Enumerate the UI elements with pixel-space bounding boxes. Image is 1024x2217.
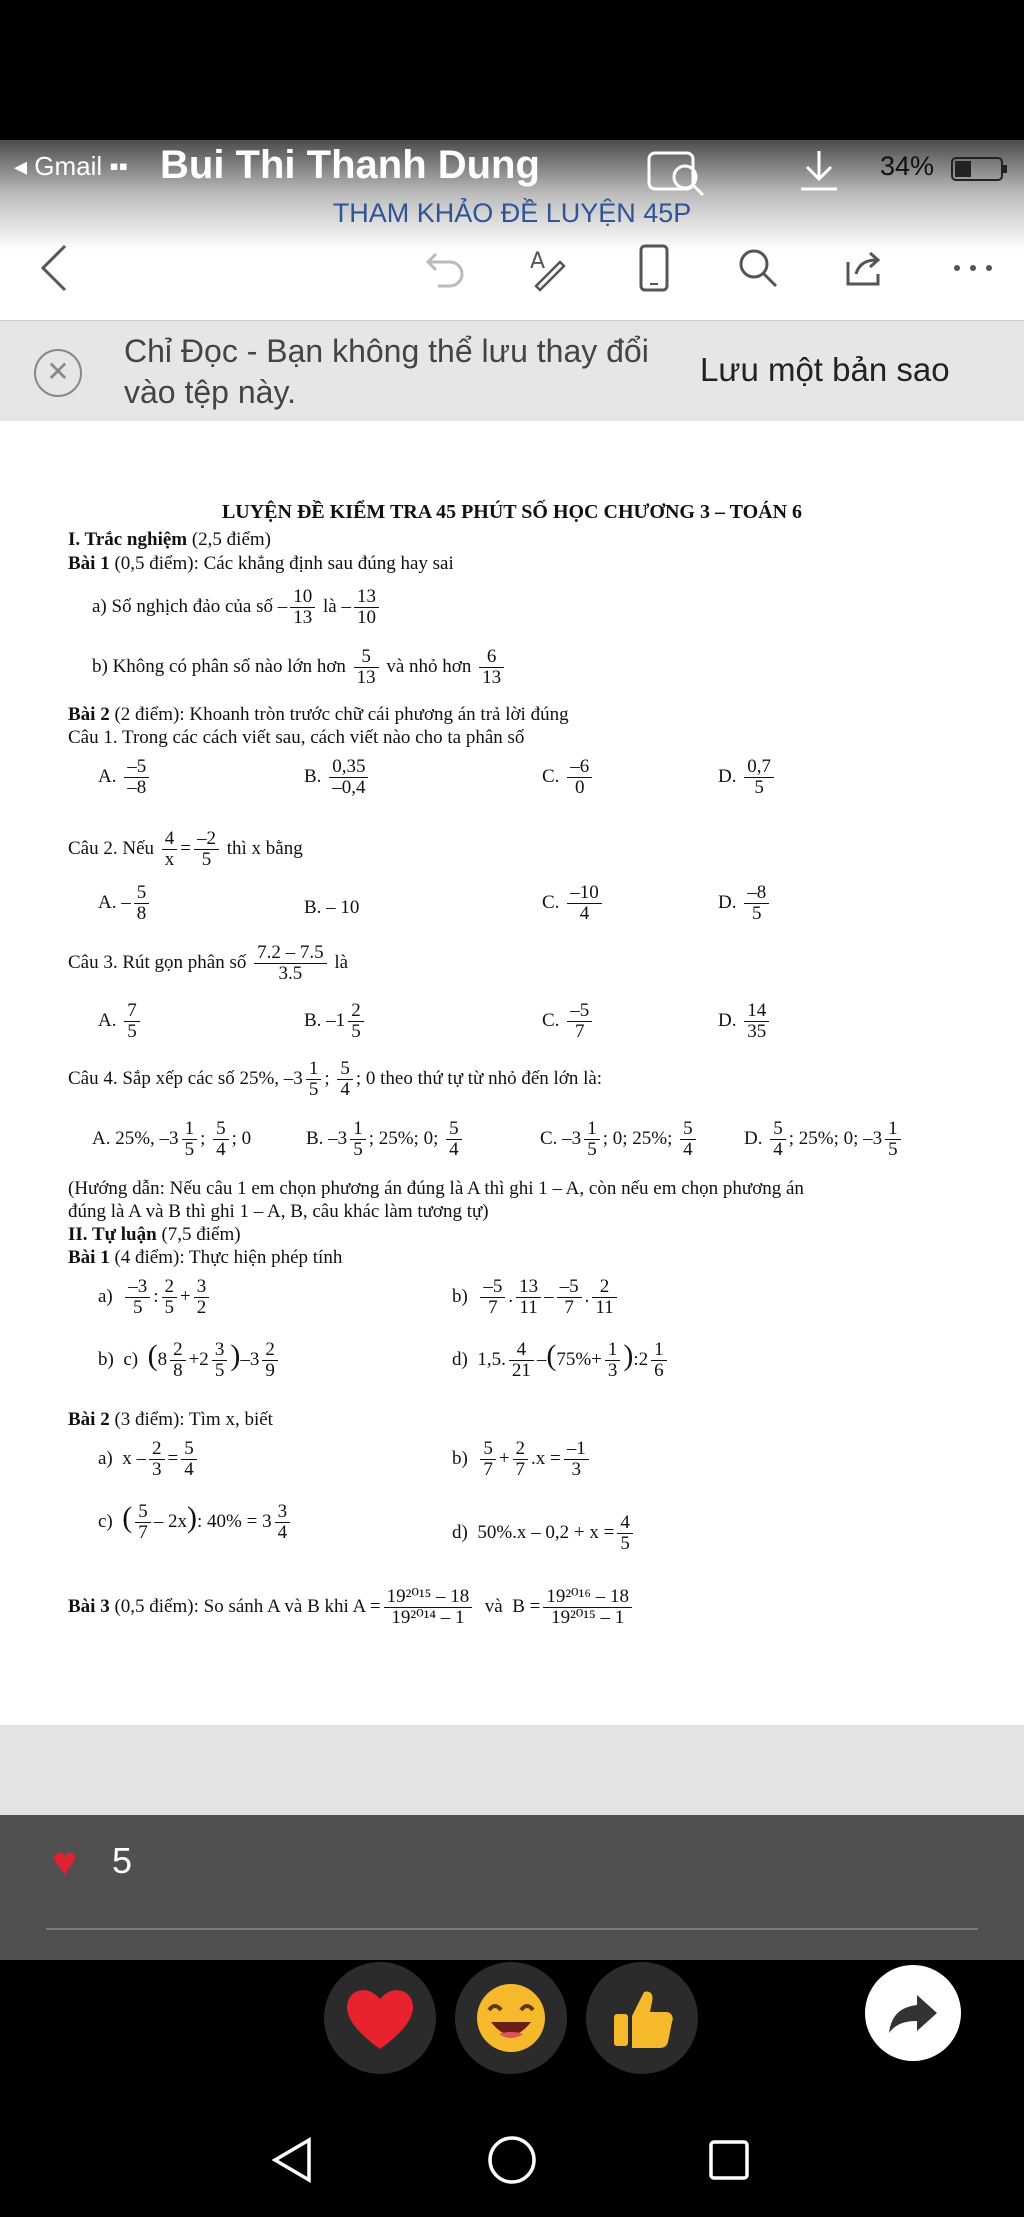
tl-bai2-text: (3 điểm): Tìm x, biết	[114, 1409, 273, 1430]
share-icon[interactable]	[836, 240, 892, 296]
tl-bai1	[68, 1247, 342, 1269]
search-icon[interactable]	[730, 240, 786, 296]
cau3-text: Câu 3. Rút gọn phân số	[68, 951, 247, 973]
section-1	[68, 529, 271, 551]
bai1-label: Bài 1	[68, 553, 110, 574]
section-1-title: I. Trắc nghiệm	[68, 529, 188, 550]
tl-bai2-b: b) $\frac{5}{7}$ + $\frac{2}{7}$ .x = $\frac{-1}{3}$	[452, 1439, 592, 1480]
cau2-b: B. – 10	[304, 897, 360, 918]
thumbs-up-reaction-button[interactable]	[586, 1962, 698, 2074]
section-2-title: II. Tự luận	[68, 1224, 157, 1245]
cau4: Câu 4. Sắp xếp các số 25%, –3 $\frac{1}{5}$ ; $\frac{5}{4}$ ; 0 theo thứ tự từ nhỏ đến lớn là:	[68, 1058, 603, 1100]
cau3-c: C. $\frac{-5}{7}$	[542, 1001, 595, 1042]
B-numerator: 19²⁰¹⁶ – 18	[543, 1587, 632, 1608]
tl-bai2-c: c) ( $\frac{5}{7}$ – 2x): 40% = 3 $\frac{3}{4}$	[98, 1501, 293, 1543]
undo-icon[interactable]	[418, 240, 474, 296]
tl-bai3-and: và	[484, 1595, 503, 1617]
nav-recents-icon[interactable]	[694, 2130, 764, 2190]
bai1	[68, 553, 454, 575]
page-gap	[0, 1725, 1024, 1815]
section-2	[68, 1224, 241, 1246]
section-1-points: (2,5 điểm)	[191, 529, 272, 550]
cau2-c: C. $\frac{-10}{4}$	[542, 883, 605, 924]
tl-bai2	[68, 1409, 273, 1431]
tl-bai1-a: a) $\frac{-3}{5}$ : $\frac{2}{5}$ + $\frac{3}{2}$	[98, 1277, 212, 1318]
image-search-icon[interactable]	[645, 147, 709, 202]
read-only-message: Chỉ Đọc - Bạn không thể lưu thay đổi vào tệp này.	[124, 333, 649, 410]
back-icon[interactable]	[30, 240, 80, 296]
cau2-a: A. – $\frac{5}{8}$	[98, 883, 152, 924]
divider	[46, 1928, 978, 1930]
share-forward-button[interactable]	[865, 1965, 961, 2061]
A-numerator: 19²⁰¹⁵ – 18	[384, 1587, 473, 1608]
laugh-reaction-button[interactable]	[455, 1962, 567, 2074]
cau3-b: B. –1 $\frac{2}{5}$	[304, 1001, 367, 1042]
guide-line-2: đúng là A và B thì ghi 1 – A, B, câu khác làm tương tự)	[68, 1201, 489, 1222]
read-only-banner	[0, 320, 1024, 422]
status-title: Bui Thi Thanh Dung	[160, 143, 540, 187]
cau3-a: A. $\frac{7}{5}$	[98, 1001, 143, 1042]
text-format-icon[interactable]	[520, 240, 576, 296]
status-bar	[0, 145, 1024, 195]
cau4-a: A. 25%, –3 $\frac{1}{5}$ ; $\frac{5}{4}$ ; 0	[92, 1118, 252, 1160]
tl-bai2-a: a) x – $\frac{2}{3}$ = $\frac{5}{4}$	[98, 1439, 200, 1480]
bai1-b-mid: và nhỏ hơn	[386, 655, 472, 677]
B-denominator: 19²⁰¹⁵ – 1	[551, 1606, 625, 1628]
more-options-icon[interactable]	[945, 240, 1001, 296]
tl-bai3-label: Bài 3	[68, 1595, 110, 1617]
section-2-points: (7,5 điểm)	[161, 1224, 241, 1245]
svg-text:A: A	[530, 249, 546, 274]
doc-title: LUYỆN ĐỀ KIỂM TRA 45 PHÚT SỐ HỌC CHƯƠNG 3 – TOÁN 6	[221, 501, 803, 523]
tl-bai1-d: d) 1,5. $\frac{4}{21}$ –(75%+ $\frac{1}{3}$ ):2 $\frac{1}{6}$	[452, 1339, 670, 1381]
heart-icon: ♥	[52, 1838, 77, 1885]
bai1-b-text: b) Không có phân số nào lớn hơn	[92, 655, 346, 677]
tl-bai1-text: (4 điểm): Thực hiện phép tính	[114, 1247, 343, 1268]
top-black-area	[0, 0, 1024, 140]
bai2	[68, 704, 569, 726]
tl-bai2-d: d) 50%.x – 0,2 + x = $\frac{4}{5}$	[452, 1513, 636, 1554]
bai1-a-la: là	[322, 595, 337, 617]
cau3-end: là	[334, 951, 349, 973]
heart-reaction-button[interactable]	[324, 1962, 436, 2074]
like-count[interactable]: 5	[112, 1840, 133, 1881]
tl-bai1-b: b) $\frac{-5}{7}$ . $\frac{13}{11}$ – $\frac{-5}{7}$ . $\frac{2}{11}$	[452, 1277, 620, 1318]
tl-bai2-label: Bài 2	[68, 1409, 110, 1430]
status-left[interactable]: ◂ Gmail ▪▪	[14, 151, 128, 181]
tl-bai1-c: b) c) (8 $\frac{2}{8}$ +2 $\frac{3}{5}$ )–3 $\frac{2}{9}$	[98, 1339, 281, 1381]
cau4-c: C. –3 $\frac{1}{5}$ ; 0; 25%; $\frac{5}{4}$	[540, 1119, 699, 1160]
mobile-view-icon[interactable]	[625, 240, 681, 296]
cau4-end: ; 0 theo thứ tự từ nhỏ đến lớn là:	[355, 1067, 603, 1089]
close-icon[interactable]: ✕	[34, 349, 82, 397]
bai1-a-text: a) Số nghịch đảo của số	[92, 595, 273, 617]
bai2-label: Bài 2	[68, 704, 110, 725]
tl-bai3	[68, 1587, 635, 1628]
cau1-a: A. $\frac{-5}{-8}$	[98, 757, 152, 798]
bai2-text: (2 điểm): Khoanh tròn trước chữ cái phương án trả lời đúng	[114, 704, 569, 725]
guide-line-1: (Hướng dẫn: Nếu câu 1 em chọn phương án đúng là A thì ghi 1 – A, còn nếu em chọn phương án	[68, 1178, 804, 1199]
cau4-d: D. $\frac{5}{4}$ ; 25%; 0; –3 $\frac{1}{5}$	[744, 1119, 904, 1160]
bai1-a: a) Số nghịch đảo của số – $\frac{10}{13}$ là – $\frac{13}{10}$	[92, 587, 382, 628]
battery-icon	[950, 155, 1010, 188]
save-copy-button[interactable]: Lưu một bản sao	[700, 351, 950, 388]
document-page	[0, 421, 1024, 1725]
cau2-d: D. $\frac{-8}{5}$	[718, 883, 772, 924]
nav-home-icon[interactable]	[477, 2130, 547, 2190]
cau2: Câu 2. Nếu $\frac{4}{x}$ = $\frac{-2}{5}$ thì x bằng	[68, 828, 303, 870]
cau4-text: Câu 4. Sắp xếp các số 25%, –3	[68, 1067, 303, 1089]
cau1: Câu 1. Trong các cách viết sau, cách viết nào cho ta phân số	[68, 727, 525, 748]
cau2-end: thì x bằng	[226, 837, 303, 859]
document-name: THAM KHẢO ĐỀ LUYỆN 45P	[332, 198, 692, 228]
cau3-d: D. $\frac{14}{35}$	[718, 1001, 772, 1042]
cau3: Câu 3. Rút gọn phân số $\frac{7.2 - 7.5}{3.5}$ là	[68, 942, 349, 984]
battery-level: 34%	[880, 151, 935, 181]
tl-bai3-text: (0,5 điểm): So sánh A và B khi	[114, 1595, 349, 1617]
bai1-b: b) Không có phân số nào lớn hơn $\frac{5}{13}$ và nhỏ hơn $\frac{6}{13}$	[92, 647, 507, 688]
cau1-c: C. $\frac{-6}{0}$	[542, 757, 595, 798]
cau2-text: Câu 2. Nếu	[68, 837, 155, 859]
tl-bai1-label: Bài 1	[68, 1247, 110, 1268]
tl-bai3-A: A =	[352, 1595, 381, 1617]
A-denominator: 19²⁰¹⁴ – 1	[391, 1606, 465, 1628]
cau1-d: D. $\frac{0,7}{5}$	[718, 757, 777, 798]
reaction-summary	[0, 1815, 1024, 1960]
tl-bai3-B: B =	[512, 1595, 541, 1617]
nav-back-icon[interactable]	[258, 2130, 328, 2190]
cau1-b: B. $\frac{0,35}{-0,4}$	[304, 757, 371, 798]
bai1-text: (0,5 điểm): Các khẳng định sau đúng hay sai	[114, 553, 454, 574]
download-icon[interactable]	[795, 147, 843, 200]
cau4-b: B. –3 $\frac{1}{5}$ ; 25%; 0; $\frac{5}{4}$	[306, 1119, 465, 1160]
